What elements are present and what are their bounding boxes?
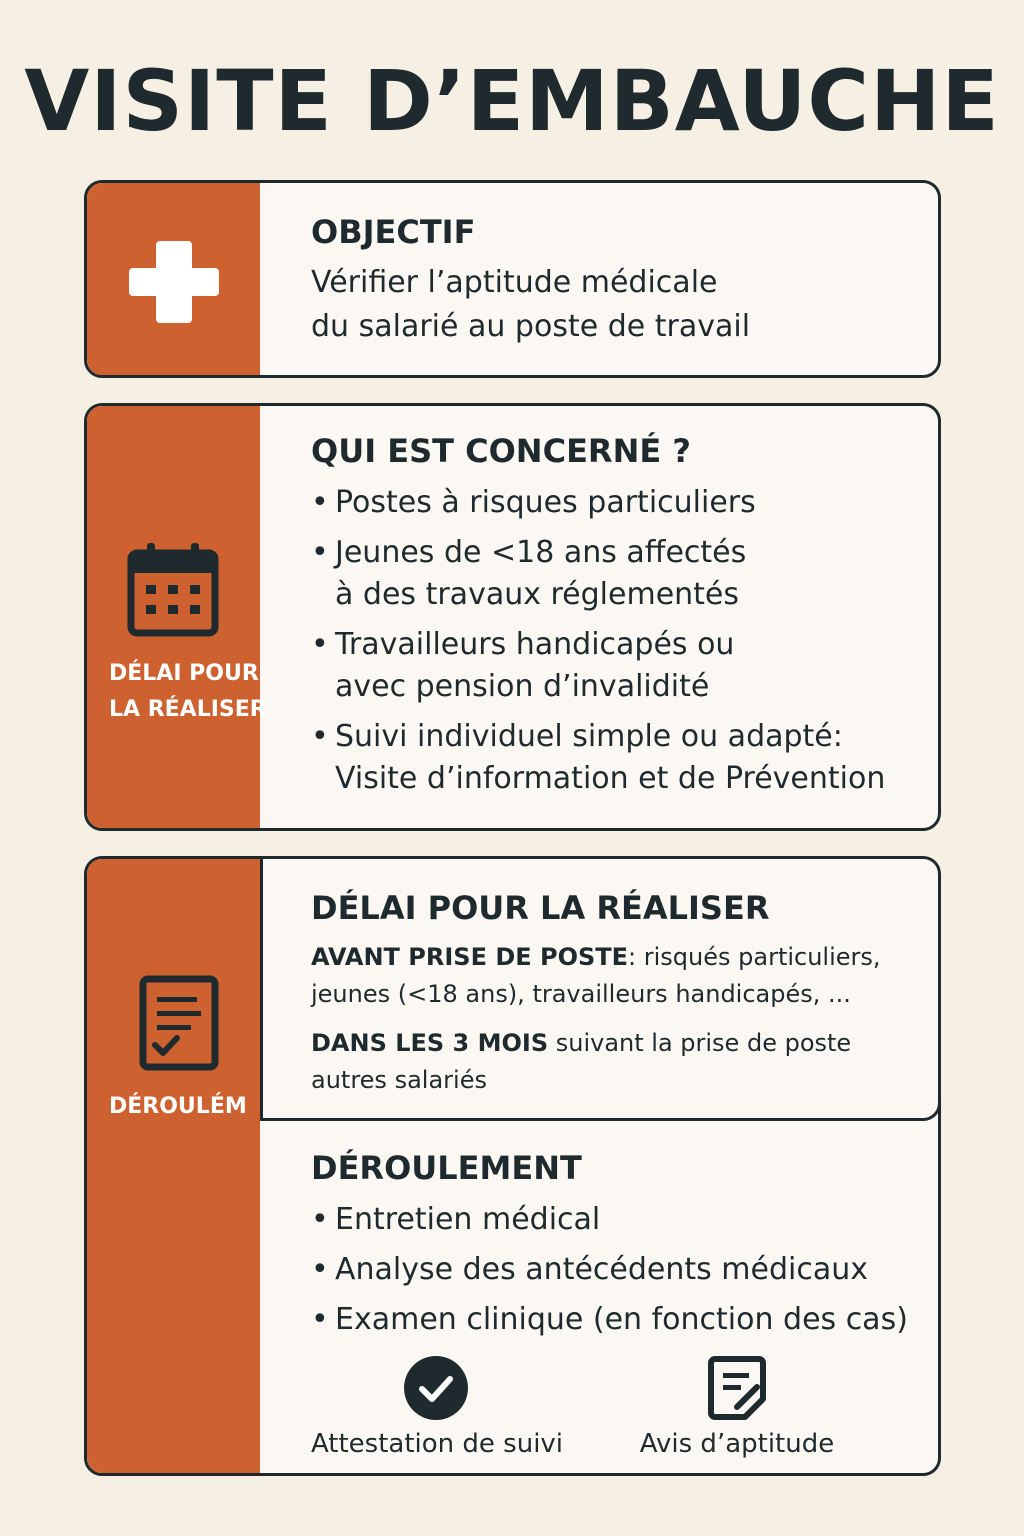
deroulement-heading: DÉROULEMENT — [311, 1149, 582, 1187]
outcome-label: Avis d’aptitude — [639, 1429, 835, 1459]
edit-document-icon — [707, 1355, 767, 1421]
list-item — [311, 624, 918, 708]
objectif-card — [84, 180, 941, 378]
list-item-line: Visite d’information et de Prévention — [335, 761, 886, 796]
list-item — [311, 716, 918, 800]
delai-p1-rest: : risqués particuliers, — [628, 943, 881, 971]
deroulement-list — [311, 1199, 918, 1341]
objectif-line-1: Vérifier l’aptitude médicale — [311, 265, 718, 300]
delai-p1-line-2: jeunes (<18 ans), travailleurs handicapés, ... — [311, 980, 851, 1008]
objectif-heading: OBJECTIF — [311, 213, 476, 251]
list-item-line: • Postes à risques particuliers — [335, 485, 756, 520]
delai-side-label: DÉROULÉM — [109, 1094, 247, 1119]
concerne-heading: QUI EST CONCERNÉ ? — [311, 432, 691, 470]
objectif-sidebar — [87, 183, 260, 375]
delai-sidebar — [87, 859, 260, 1473]
list-item-line: • Suivi individuel simple ou adapté: — [335, 719, 843, 754]
concerne-side-label — [109, 656, 267, 728]
list-item-line: avec pension d’invalidité — [335, 669, 710, 704]
list-item-line: • Jeunes de <18 ans affectés — [335, 535, 747, 570]
delai-p2-rest: suivant la prise de poste — [548, 1029, 852, 1057]
list-item — [311, 482, 918, 524]
outcome-label: Attestation de suivi — [310, 1429, 564, 1459]
check-circle-icon — [403, 1355, 469, 1421]
delai-paragraph-1 — [311, 939, 924, 976]
medical-cross-icon — [129, 237, 219, 327]
list-item: • Entretien médical — [311, 1199, 918, 1241]
delai-p1-bold: AVANT PRISE DE POSTE — [311, 943, 629, 971]
list-item: • Examen clinique (en fonction des cas) — [311, 1299, 918, 1341]
list-item — [311, 532, 918, 616]
calendar-icon — [125, 541, 221, 637]
delai-paragraph-2 — [311, 1025, 924, 1062]
page-title: VISITE D’EMBAUCHE — [24, 52, 1000, 150]
delai-heading: DÉLAI POUR LA RÉALISER — [311, 889, 770, 927]
document-check-icon — [137, 973, 221, 1073]
list-item: • Analyse des antécédents médicaux — [311, 1249, 918, 1291]
delai-subcard — [260, 856, 941, 1121]
concerne-card — [84, 403, 941, 831]
list-item-line: • Travailleurs handicapés ou — [335, 627, 735, 662]
delai-deroulement-card — [84, 856, 941, 1476]
concerne-sidebar — [87, 406, 267, 828]
side-label-line-2: LA RÉALISER — [109, 697, 267, 722]
objectif-line-2: du salarié au poste de travail — [311, 309, 751, 344]
delai-p2-bold: DANS LES 3 MOIS — [311, 1029, 549, 1057]
concerne-list — [311, 482, 918, 800]
list-item-line: à des travaux réglementés — [335, 577, 740, 612]
side-label-line-1: DÉLAI POUR — [109, 661, 259, 686]
delai-p2-line-2: autres salariés — [311, 1066, 487, 1094]
